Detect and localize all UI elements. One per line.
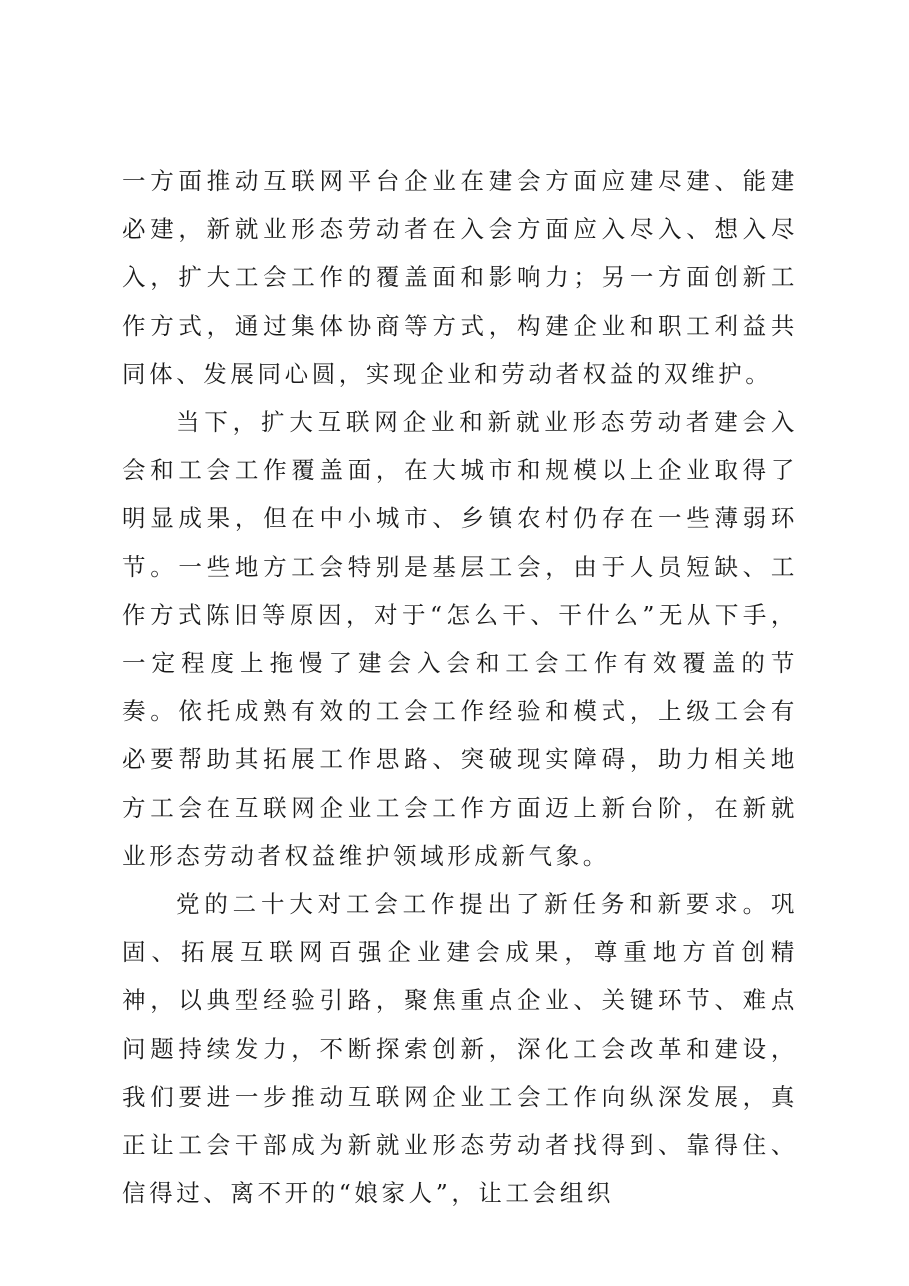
document-body [122, 157, 798, 1217]
paragraph-1: 一方面推动互联网平台企业在建会方面应建尽建、能建必建，新就业形态劳动者在入会方面应入尽入、想入尽入，扩大工会工作的覆盖面和影响力；另一方面创新工作方式，通过集体协商等方式，构建企业和职工利益共同体、发展同心圆，实现企业和劳动者权益的双维护。 [122, 167, 798, 388]
paragraph-2: 当下，扩大互联网企业和新就业形态劳动者建会入会和工会工作覆盖面，在大城市和规模以上企业取得了明显成果，但在中小城市、乡镇农村仍存在一些薄弱环节。一些地方工会特别是基层工会，由于人员短缺、工作方式陈旧等原因，对于“怎么干、干什么”无从下手，一定程度上拖慢了建会入会和工会工作有效覆盖的节奏。依托成熟有效的工会工作经验和模式，上级工会有必要帮助其拓展工作思路、突破现实障碍，助力相关地方工会在互联网企业工会工作方面迈上新台阶，在新就业形态劳动者权益维护领域形成新气象。 [122, 408, 798, 870]
paragraph-3: 党的二十大对工会工作提出了新任务和新要求。巩固、拓展互联网百强企业建会成果，尊重地方首创精神，以典型经验引路，聚焦重点企业、关键环节、难点问题持续发力，不断探索创新，深化工会改革和建设，我们要进一步推动互联网企业工会工作向纵深发展，真正让工会干部成为新就业形态劳动者找得到、靠得住、信得过、离不开的“娘家人”，让工会组织 [122, 890, 798, 1208]
